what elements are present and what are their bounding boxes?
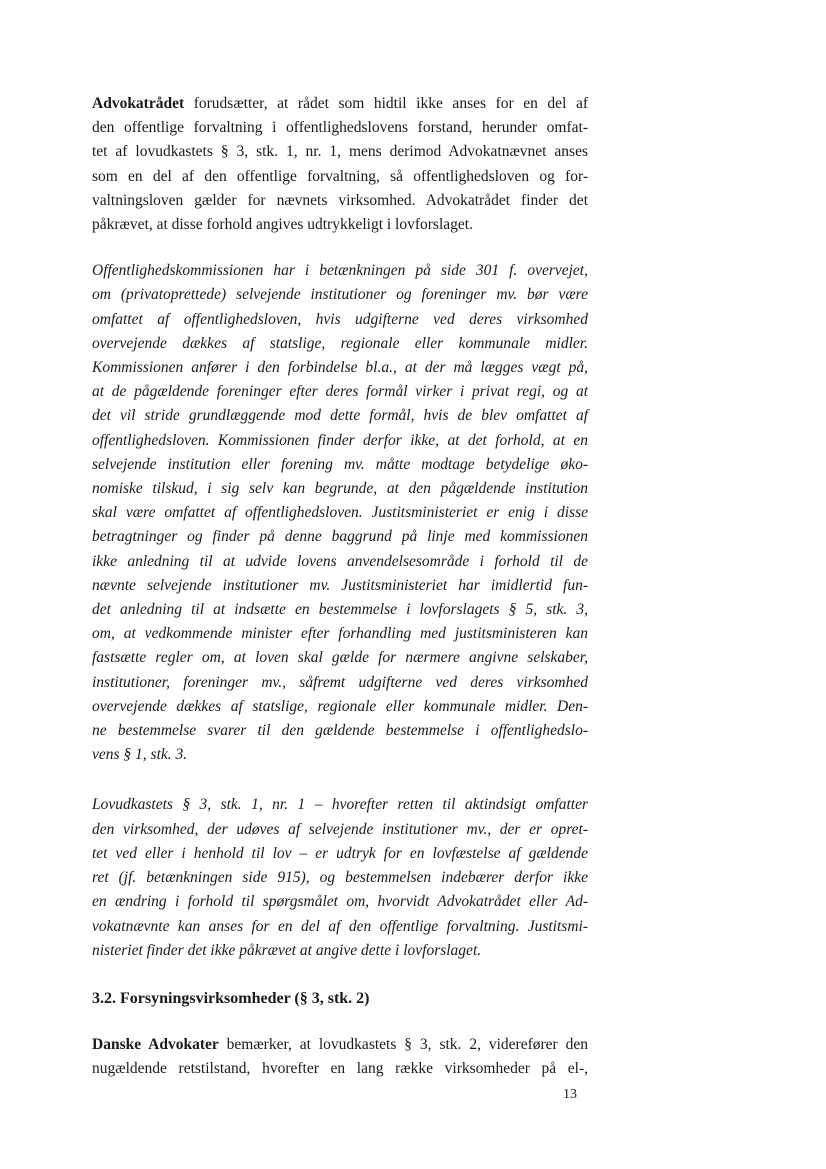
- text-line: overvejende dækkes af statslige, regionale eller kommunale midler.: [92, 334, 588, 352]
- text-line: Offentlighedskommissionen har i betænkningen på side 301 f. overvejet,: [92, 262, 588, 280]
- text-line: fastsætte regler om, at loven skal gælde for nærmere angivne selskaber,: [92, 649, 588, 667]
- text-line: skal være omfattet af offentlighedsloven. Justitsministeriet er enig i disse: [92, 504, 588, 522]
- text-line: den offentlige forvaltning i offentlighedslovens forstand, herunder omfat-: [92, 119, 588, 137]
- text-line: selvejende institution eller forening mv. måtte modtage betydelige øko-: [92, 455, 588, 473]
- text-line: institutioner, foreninger mv., såfremt udgifterne ved deres virksomhed: [92, 673, 588, 691]
- page-number: 13: [563, 1087, 577, 1102]
- paragraph-danske-advokater: [92, 1033, 588, 1081]
- paragraph-advokatraadet: [92, 92, 588, 237]
- text-line: en ændring i forhold til spørgsmålet om, hvorvidt Advokatrådet eller Ad-: [92, 893, 588, 911]
- text-line: omfattet af offentlighedsloven, hvis udgifterne ved deres virksomhed: [92, 310, 588, 328]
- text-line: det anledning til at indsætte en bestemmelse i lovforslagets § 5, stk. 3,: [92, 601, 588, 619]
- text-line: vens § 1, stk. 3.: [92, 746, 188, 764]
- text-line: at de pågældende foreninger efter deres formål virker i privat regi, og at: [92, 383, 588, 401]
- text-line: offentlighedsloven. Kommissionen finder derfor ikke, at det forhold, at en: [92, 431, 588, 449]
- text-line: tet ved eller i henhold til lov – er udtryk for en lovfæstelse af gældende: [92, 844, 588, 862]
- text-line: nomiske tilskud, i sig selv kan begrunde, at den pågældende institution: [92, 480, 588, 498]
- document-page: [92, 92, 588, 1081]
- lead-term: Advokatrådet: [92, 95, 185, 112]
- text-line: som en del af den offentlige forvaltning, så offentlighedsloven og for-: [92, 167, 588, 185]
- text-line: betragtninger og finder på denne baggrund på linje med kommissionen: [92, 528, 588, 546]
- lead-term: Danske Advokater: [92, 1035, 219, 1053]
- text-line: ne bestemmelse svarer til den gældende bestemmelse i offentlighedslo-: [92, 722, 588, 740]
- text-line: vokatnævnte kan anses for en del af den offentlige forvaltning. Justitsmi-: [92, 917, 588, 935]
- section-heading: 3.2. Forsyningsvirksomheder (§ 3, stk. 2): [92, 989, 370, 1007]
- text-line: påkrævet, at disse forhold angives udtrykkeligt i lovforslaget.: [92, 216, 473, 234]
- text-line: om, at vedkommende minister efter forhandling med justitsministeren kan: [92, 625, 588, 643]
- text-line: tet af lovudkastets § 3, stk. 1, nr. 1, mens derimod Advokatnævnet anses: [92, 143, 588, 161]
- text-line: valtningsloven gælder for nævnets virksomhed. Advokatrådet finder det: [92, 191, 588, 209]
- text-line: om (privatoprettede) selvejende institutioner og foreninger mv. bør være: [92, 286, 588, 304]
- text-line: ret (jf. betænkningen side 915), og bestemmelsen indebærer derfor ikke: [92, 869, 588, 887]
- text-line: det vil stride grundlæggende mod dette formål, hvis de blev omfattet af: [92, 407, 588, 425]
- text-line: Lovudkastets § 3, stk. 1, nr. 1 – hvorefter retten til aktindsigt omfatter: [92, 796, 588, 814]
- text-line: Danske Advokater bemærker, at lovudkastets § 3, stk. 2, viderefører den: [92, 1035, 588, 1053]
- paragraph-ministry-response: [92, 259, 588, 767]
- text-line: nisteriet finder det ikke påkrævet at angive dette i lovforslaget.: [92, 941, 482, 959]
- text-line: nugældende retstilstand, hvorefter en lang række virksomheder på el-,: [92, 1060, 588, 1078]
- text-line: den virksomhed, der udøves af selvejende institutioner mv., der er opret-: [92, 820, 588, 838]
- paragraph-lovudkast: [92, 793, 588, 962]
- text-line: overvejende dækkes af statslige, regionale eller kommunale midler. Den-: [92, 697, 588, 715]
- text-line: Advokatrådet forudsætter, at rådet som hidtil ikke anses for en del af: [92, 95, 588, 112]
- text-line: nævnte selvejende institutioner mv. Justitsministeriet har imidlertid fun-: [92, 576, 588, 594]
- text-line: Kommissionen anfører i den forbindelse bl.a., at der må lægges vægt på,: [92, 359, 588, 377]
- text-line: ikke anledning til at udvide lovens anvendelsesområde i forhold til de: [92, 552, 588, 570]
